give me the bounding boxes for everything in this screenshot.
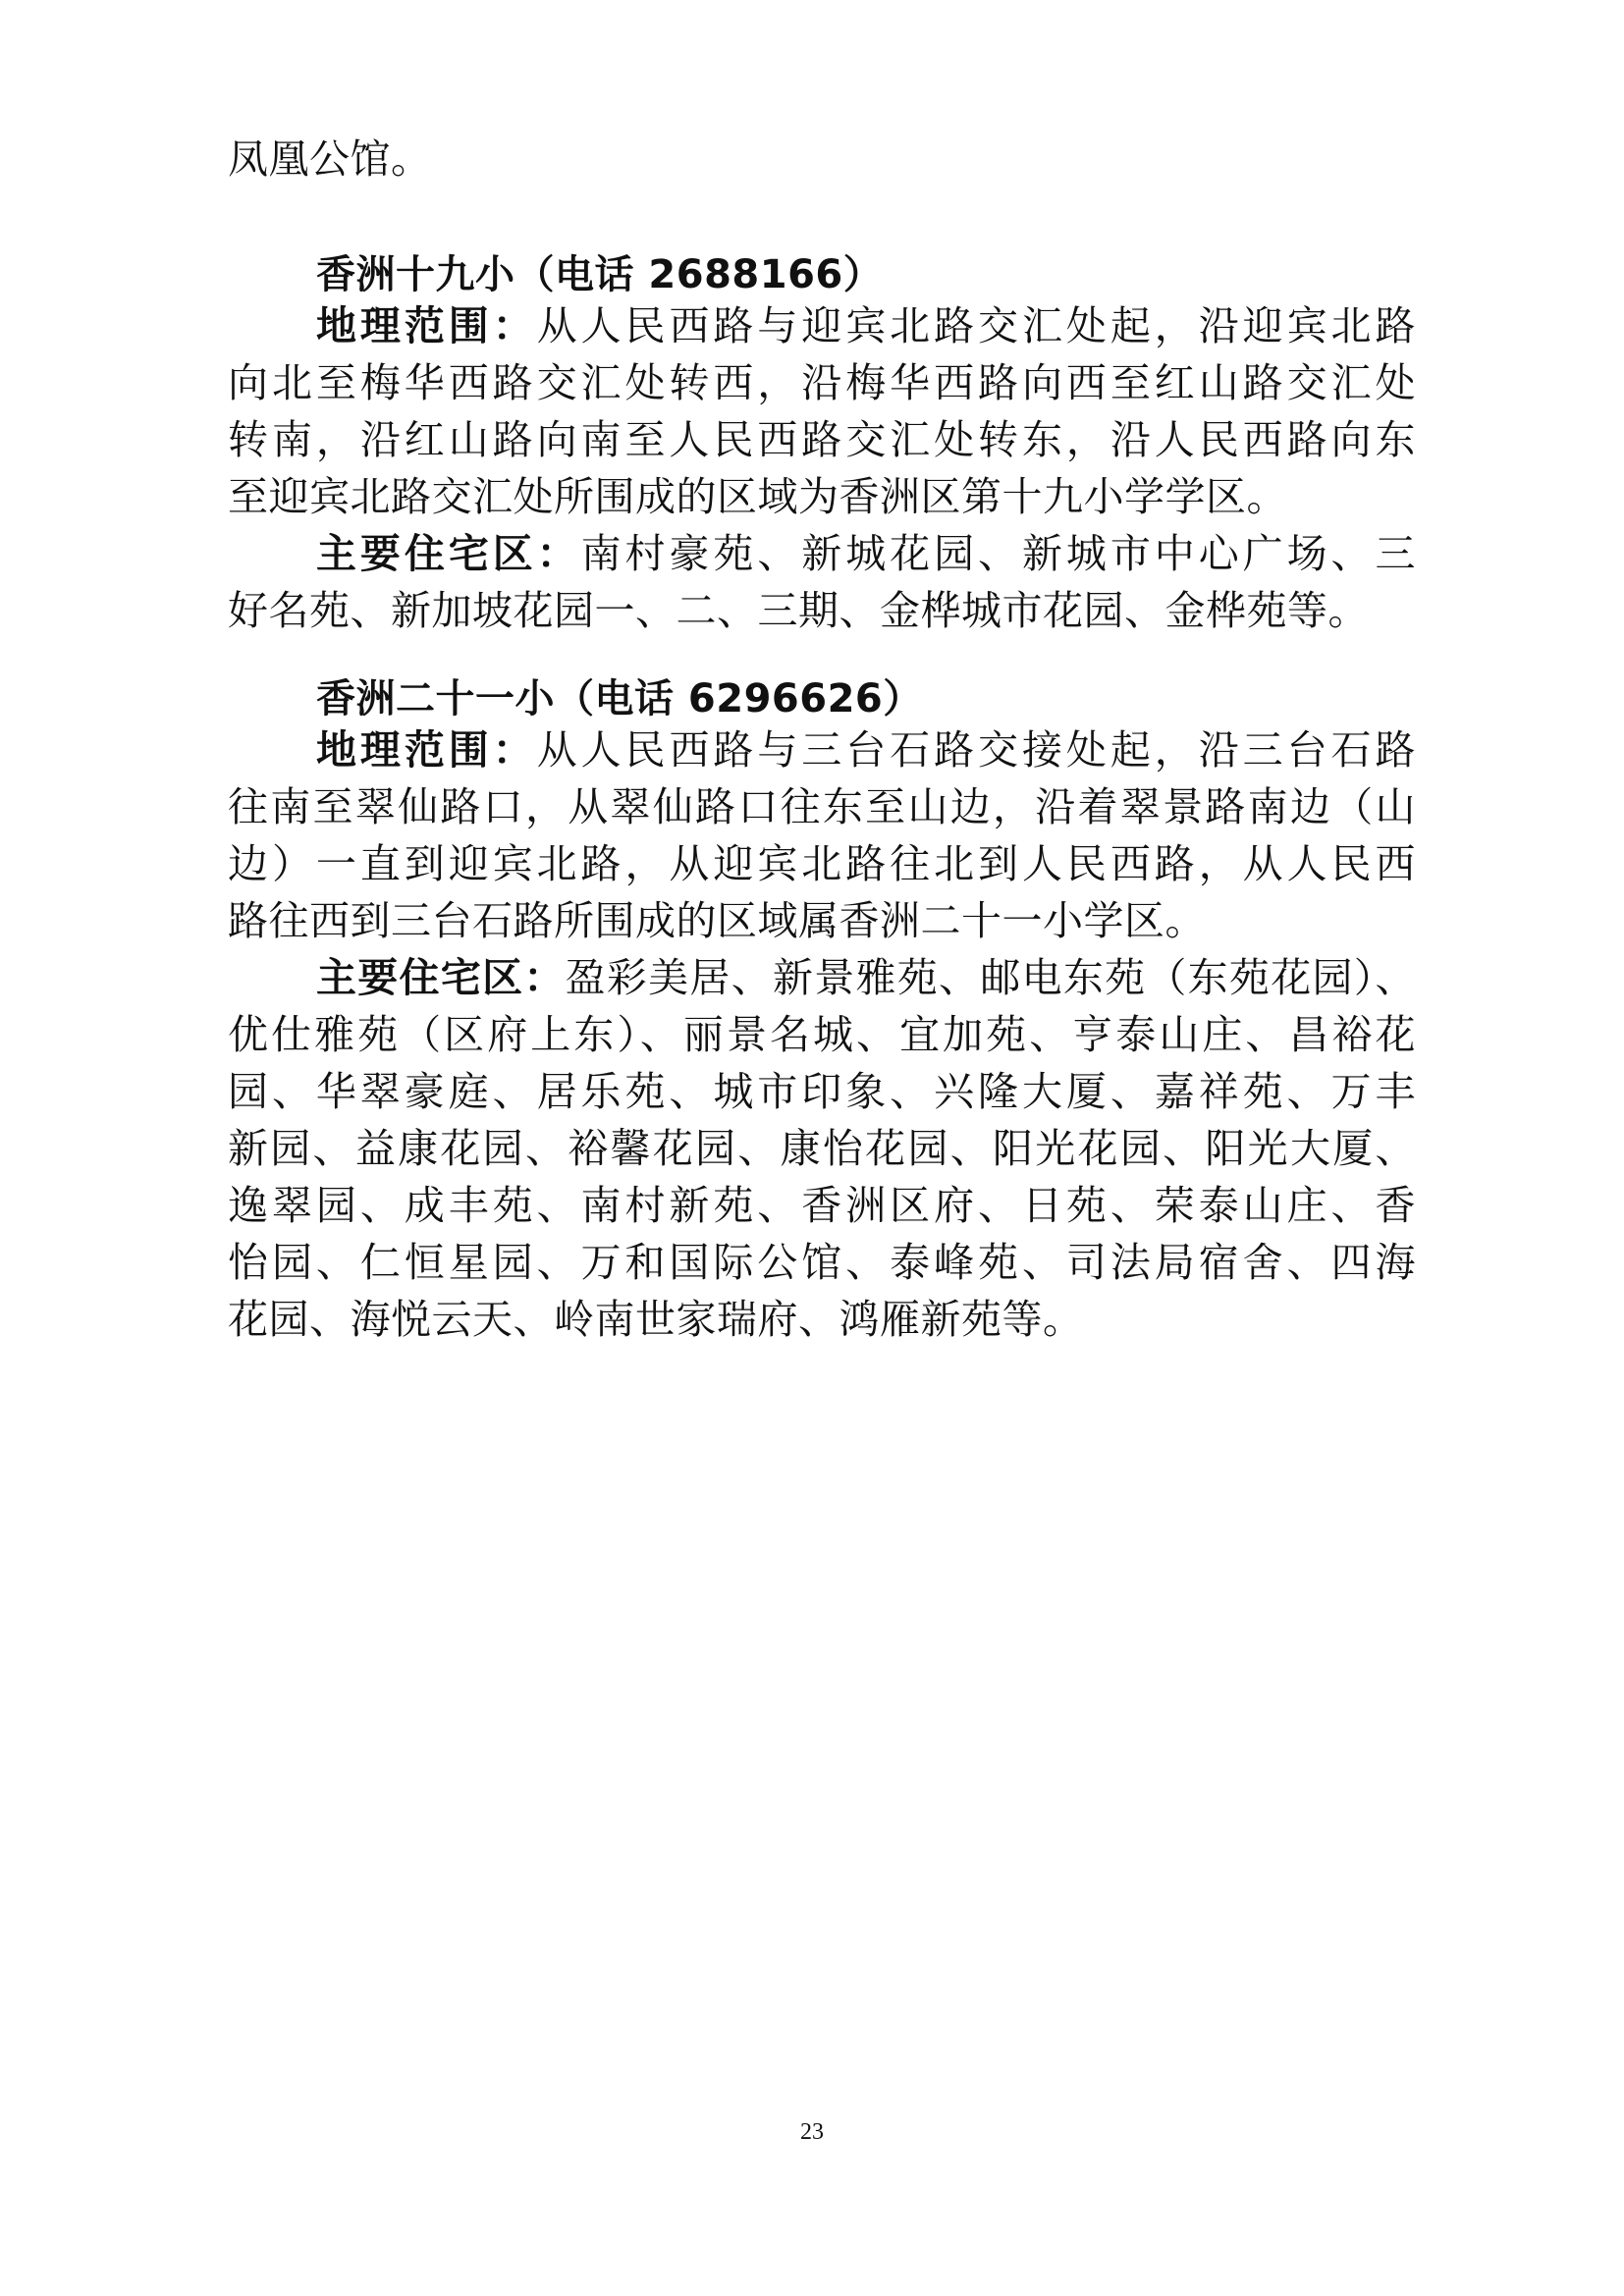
continuation-line: 凤凰公馆。 — [228, 135, 432, 183]
residential-text: 盈彩美居、新景雅苑、邮电东苑（东苑花园）、 — [565, 954, 1417, 1001]
range-label: 地理范围： — [316, 302, 537, 349]
residential-paragraph-first-line — [316, 954, 1417, 1001]
range-line: 至迎宾北路交汇处所围成的区域为香洲区第十九小学学区。 — [228, 473, 1287, 520]
range-paragraph-first-line — [316, 726, 1416, 774]
range-line: 往南至翠仙路口，从翠仙路口往东至山边，沿着翠景路南边（山 — [228, 783, 1416, 830]
residential-label: 主要住宅区： — [316, 954, 566, 1001]
section-heading-school-21: 香洲二十一小（电话 6296626） — [316, 676, 923, 721]
range-label: 地理范围： — [316, 726, 537, 774]
residential-line: 逸翠园、成丰苑、南村新苑、香洲区府、日苑、荣泰山庄、香 — [228, 1182, 1416, 1229]
residential-line: 优仕雅苑（区府上东）、丽景名城、宜加苑、亨泰山庄、昌裕花 — [228, 1011, 1416, 1058]
range-text: 从人民西路与三台石路交接处起，沿三台石路 — [536, 726, 1416, 774]
range-line: 边）一直到迎宾北路，从迎宾北路往北到人民西路，从人民西 — [228, 840, 1416, 887]
residential-line: 花园、海悦云天、岭南世家瑞府、鸿雁新苑等。 — [228, 1296, 1084, 1343]
range-line: 转南，沿红山路向南至人民西路交汇处转东，沿人民西路向东 — [228, 416, 1416, 463]
residential-line: 好名苑、新加坡花园一、二、三期、金桦城市花园、金桦苑等。 — [228, 587, 1369, 634]
section-heading-school-19: 香洲十九小（电话 2688166） — [316, 252, 884, 297]
residential-line: 新园、益康花园、裕馨花园、康怡花园、阳光花园、阳光大厦、 — [228, 1125, 1416, 1172]
range-paragraph-first-line — [316, 302, 1416, 349]
range-line: 路往西到三台石路所围成的区域属香洲二十一小学区。 — [228, 897, 1206, 944]
residential-label: 主要住宅区： — [316, 530, 581, 577]
residential-paragraph-first-line — [316, 530, 1416, 577]
page-number: 23 — [800, 2119, 824, 2145]
residential-line: 园、华翠豪庭、居乐苑、城市印象、兴隆大厦、嘉祥苑、万丰 — [228, 1068, 1416, 1115]
residential-text: 南村豪苑、新城花园、新城市中心广场、三 — [580, 530, 1416, 577]
residential-line: 怡园、仁恒星园、万和国际公馆、泰峰苑、司法局宿舍、四海 — [228, 1239, 1416, 1286]
range-text: 从人民西路与迎宾北路交汇处起，沿迎宾北路 — [536, 302, 1416, 349]
range-line: 向北至梅华西路交汇处转西，沿梅华西路向西至红山路交汇处 — [228, 359, 1416, 406]
